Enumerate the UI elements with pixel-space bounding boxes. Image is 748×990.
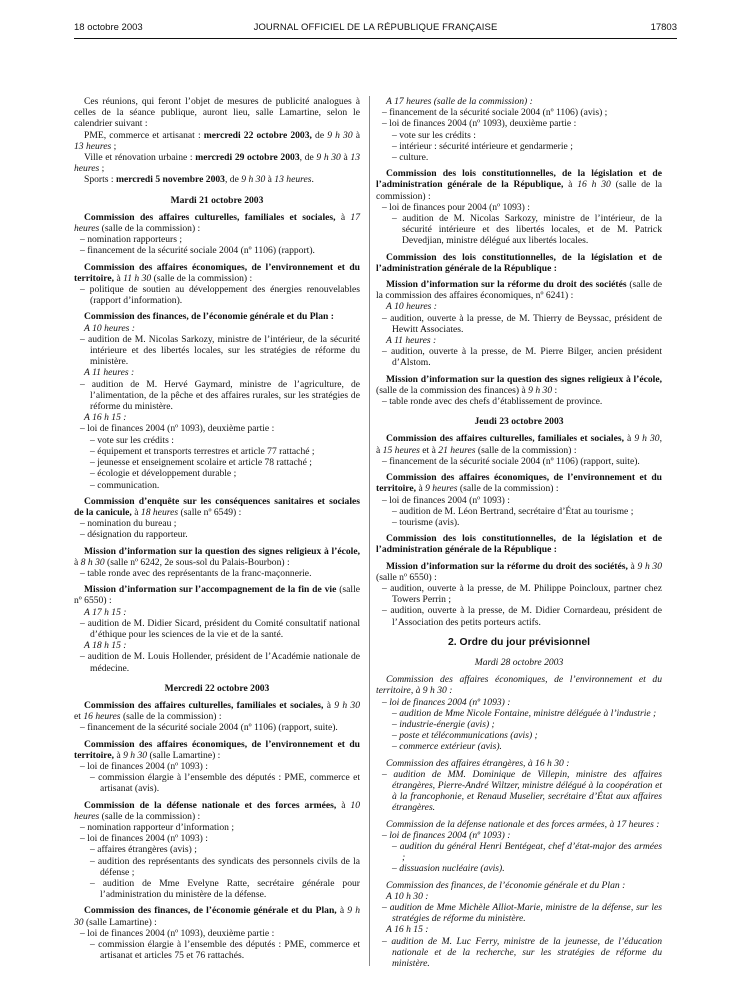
time-slot: A 17 heures (salle de la commission) : bbox=[386, 96, 533, 107]
committee-heading: Mission d’information sur la question des signes religieux à l’école, (salle de la commission des finances) à 9 h 30 : bbox=[376, 373, 662, 396]
mission-heading: Mission d’information sur la réforme du droit des sociétés, à 9 h 30 (salle nº 6550) : bbox=[376, 560, 663, 583]
paragraph: Ces réunions, qui feront l’objet de mesures de publicité analogues à celles de la séance publique, auront lieu, salle Lamartine, selon le calendrier suivant : bbox=[74, 96, 360, 130]
section-heading: 2. Ordre du jour prévisionnel bbox=[447, 636, 591, 648]
agenda-item: – loi de finances 2004 (nº 1093) : bbox=[80, 760, 208, 772]
committee-heading: Commission d’enquête sur les conséquences sanitaires et sociales de la canicule, à 18 heures (salle nº 6549) : bbox=[74, 495, 360, 518]
agenda-item: – politique de soutien au développement des énergies renouvelables (rapport d’information). bbox=[80, 284, 360, 307]
time-slot: A 10 heures : bbox=[386, 301, 437, 313]
agenda-item: – audition, ouverte à la presse, de M. Philippe Poincloux, partner chez Towers Perrin ; bbox=[382, 582, 662, 606]
committee-heading: Commission des affaires culturelles, familiales et sociales, à 9 h 30 et 16 heures (salle de la commission) : bbox=[74, 699, 360, 723]
agenda-item: – loi de finances 2004 (nº 1093), deuxième partie : bbox=[80, 927, 275, 939]
agenda-subitem: – tourisme (avis). bbox=[392, 516, 460, 528]
agenda-subitem: – vote sur les crédits : bbox=[392, 129, 476, 141]
agenda-item: – audition, ouverte à la presse, de M. Thierry de Beyssac, président de Hewitt Associates. bbox=[382, 312, 662, 335]
committee-heading: Commission des lois constitutionnelles, de la législation et de l’administration générale de la République, à 16 h 30 (salle de la commission) : bbox=[376, 168, 663, 202]
agenda-item: – nomination rapporteurs ; bbox=[80, 234, 183, 246]
agenda-item: – audition de M. Hervé Gaymard, ministre de l’agriculture, de l’alimentation, de la pêche et des affaires rurales, sur les stratégies de réforme du ministère. bbox=[80, 378, 360, 413]
agenda-item: – audition de MM. Dominique de Villepin, ministre des affaires étrangères, Pierre-André Wiltzer, ministre délégué à la coopération et à la francophonie, et Renaud Muselier, secrétaire d’État aux affaires étrangères. bbox=[382, 768, 662, 814]
time-slot: A 16 h 15 : bbox=[84, 412, 127, 424]
agenda-item: – financement de la sécurité sociale 2004 (nº 1106) (rapport, suite). bbox=[382, 455, 640, 467]
agenda-item: – loi de finances 2004 (nº 1093) : bbox=[80, 833, 208, 845]
mission-heading: Mission d’information sur la réforme du droit des sociétés (salle de la commission des affaires économiques, nº 6241) : bbox=[376, 279, 662, 302]
agenda-item: – financement de la sécurité sociale 2004 (nº 1106) (rapport, suite). bbox=[80, 722, 338, 734]
time-slot: A 18 h 15 : bbox=[84, 640, 127, 652]
agenda-subitem: – commission élargie à l’ensemble des députés : PME, commerce et artisanat et articles 75 et 76 rattachés. bbox=[90, 939, 360, 962]
committee-heading: Mission d’information sur la question des signes religieux à l’école, à 8 h 30 (salle nº 6242, 2e sous-sol du Palais-Bourbon) : bbox=[74, 545, 360, 568]
agenda-item: – nomination du bureau ; bbox=[80, 518, 177, 530]
committee-heading: Mission d’information sur l’accompagnement de la fin de vie (salle nº 6550) : bbox=[74, 584, 360, 607]
agenda-subitem: – affaires étrangères (avis) ; bbox=[90, 844, 197, 856]
paragraph: Sports : mercredi 5 novembre 2003, de 9 h 30 à 13 heures. bbox=[84, 174, 314, 186]
agenda-subitem: – équipement et transports terrestres et article 77 rattaché ; bbox=[90, 445, 315, 457]
agenda-subitem: – intérieur : sécurité intérieure et gendarmerie ; bbox=[392, 140, 573, 152]
committee-heading: Commission des finances, de l’économie générale et du Plan : bbox=[84, 311, 334, 323]
journal-title: JOURNAL OFFICIEL DE LA RÉPUBLIQUE FRANÇAISE bbox=[253, 22, 498, 33]
agenda-subitem: – audition de Mme Nicole Fontaine, ministre déléguée à l’industrie ; bbox=[392, 707, 657, 719]
agenda-item: – loi de finances 2004 (nº 1093), deuxième partie : bbox=[382, 118, 577, 130]
agenda-item: – table ronde avec des représentants de la franc-maçonnerie. bbox=[80, 567, 312, 579]
page-number: 17803 bbox=[650, 22, 677, 33]
time-slot: A 11 heures : bbox=[386, 335, 437, 347]
agenda-subitem: – culture. bbox=[392, 152, 429, 164]
committee-heading: Commission des affaires économiques, de l’environnement et du territoire, à 9 h 30 (salle Lamartine) : bbox=[74, 738, 360, 761]
time-slot: A 10 h 30 : bbox=[386, 890, 429, 902]
paragraph: PME, commerce et artisanat : mercredi 22 octobre 2003, de 9 h 30 à 13 heures ; bbox=[74, 129, 360, 152]
agenda-subitem: – commerce extérieur (avis). bbox=[392, 741, 502, 753]
committee-heading: Commission de la défense nationale et des forces armées, à 17 heures : bbox=[386, 818, 660, 830]
agenda-item: – loi de finances 2004 (nº 1093) : bbox=[382, 696, 511, 708]
agenda-subitem: – industrie-énergie (avis) ; bbox=[392, 718, 495, 730]
committee-heading: Commission des affaires culturelles, familiales et sociales, à 9 h 30, à 15 heures et à 21 heures (salle de la commission) : bbox=[376, 433, 662, 456]
committee-heading: Commission de la défense nationale et des forces armées, à 10 heures (salle de la commission) : bbox=[74, 799, 361, 822]
time-slot: A 11 heures : bbox=[84, 367, 135, 379]
agenda-subitem: – vote sur les crédits : bbox=[90, 434, 174, 446]
agenda-item: – loi de finances 2004 (nº 1093), deuxième partie : bbox=[80, 423, 275, 435]
committee-heading: Commission des affaires culturelles, familiales et sociales, à 17 heures (salle de la commission) : bbox=[74, 211, 360, 235]
agenda-item: – audition de M. Nicolas Sarkozy, ministre de l’intérieur, de la sécurité intérieure et des libertés locales, sur les stratégies de réforme du ministère. bbox=[80, 333, 360, 368]
agenda-item: – audition de M. Louis Hollender, président de l’Académie nationale de médecine. bbox=[80, 651, 360, 674]
agenda-subitem: – audition des représentants des syndicats des personnels civils de la défense ; bbox=[90, 855, 360, 878]
column-divider bbox=[369, 96, 370, 966]
left-column bbox=[74, 96, 360, 961]
right-column bbox=[376, 96, 662, 969]
agenda-item: – audition de Mme Michèle Alliot-Marie, ministre de la défense, sur les stratégies de réforme du ministère. bbox=[382, 902, 662, 925]
agenda-item: – nomination rapporteur d’information ; bbox=[80, 821, 234, 833]
section-date: Jeudi 23 octobre 2003 bbox=[474, 416, 564, 428]
agenda-item: – financement de la sécurité sociale 2004 (nº 1106) (avis) ; bbox=[382, 107, 608, 119]
agenda-item: – audition, ouverte à la presse, de M. Didier Cornardeau, président de l’Association des petits porteurs actifs. bbox=[382, 605, 662, 628]
committee-heading: Commission des lois constitutionnelles, de la législation et de l’administration générale de la République : bbox=[376, 533, 662, 556]
agenda-item: – loi de finances pour 2004 (nº 1093) : bbox=[382, 201, 530, 213]
agenda-subitem: – poste et télécommunications (avis) ; bbox=[392, 730, 538, 742]
agenda-item: – loi de finances 2004 (nº 1093) : bbox=[382, 829, 511, 841]
agenda-item: – table ronde avec des chefs d’établissement de province. bbox=[382, 396, 603, 408]
header-rule bbox=[74, 38, 677, 39]
agenda-subitem: – audition du général Henri Bentégeat, chef d’état-major des armées ; bbox=[392, 840, 662, 864]
time-slot: A 16 h 15 : bbox=[386, 924, 429, 936]
agenda-item: – audition, ouverte à la presse, de M. Pierre Bilger, ancien président d’Alstom. bbox=[382, 346, 662, 369]
agenda-item: – audition de M. Luc Ferry, ministre de la jeunesse, de l’éducation nationale et de la recherche, sur les stratégies de réforme du ministère. bbox=[382, 935, 662, 970]
committee-heading: Commission des affaires étrangères, à 16 h 30 : bbox=[386, 757, 570, 769]
agenda-subitem: – dissuasion nucléaire (avis). bbox=[392, 863, 505, 875]
agenda-subitem: – audition de Mme Evelyne Ratte, secrétaire générale pour l’administration du ministère de la défense. bbox=[90, 878, 360, 901]
agenda-subitem: – audition de M. Nicolas Sarkozy, ministre de l’intérieur, de la sécurité intérieure et des libertés locales, et de M. Patrick Devedjian, ministre délégué aux libertés locales. bbox=[392, 213, 662, 247]
section-date: Mercredi 22 octobre 2003 bbox=[164, 682, 270, 694]
agenda-item: – désignation du rapporteur. bbox=[80, 529, 188, 541]
agenda-item: – financement de la sécurité sociale 2004 (nº 1106) (rapport). bbox=[80, 245, 315, 257]
agenda-subitem: – jeunesse et enseignement scolaire et article 78 rattaché ; bbox=[90, 457, 312, 469]
time-slot: A 17 h 15 : bbox=[84, 606, 127, 618]
time-slot: A 10 heures : bbox=[84, 322, 135, 334]
agenda-subitem: – écologie et développement durable ; bbox=[90, 468, 237, 480]
committee-heading: Commission des finances, de l’économie générale et du Plan : bbox=[386, 879, 626, 891]
section-date: Mardi 28 octobre 2003 bbox=[474, 656, 564, 668]
header-date: 18 octobre 2003 bbox=[74, 22, 143, 33]
committee-heading: Commission des finances, de l’économie générale et du Plan, à 9 h 30 (salle Lamartine) : bbox=[74, 905, 360, 928]
agenda-subitem: – audition de M. Léon Bertrand, secrétaire d’État au tourisme ; bbox=[392, 505, 634, 517]
committee-heading: Commission des affaires économiques, de l’environnement et du territoire, à 9 h 30 : bbox=[376, 674, 662, 697]
committee-heading: Commission des affaires économiques, de l’environnement et du territoire, à 11 h 30 (salle de la commission) : bbox=[74, 261, 360, 284]
committee-heading: Commission des lois constitutionnelles, de la législation et de l’administration générale de la République : bbox=[376, 251, 662, 274]
paragraph: Ville et rénovation urbaine : mercredi 29 octobre 2003, de 9 h 30 à 13 heures ; bbox=[74, 152, 361, 175]
section-date: Mardi 21 octobre 2003 bbox=[170, 194, 264, 206]
agenda-item: – loi de finances 2004 (nº 1093) : bbox=[382, 494, 510, 506]
agenda-subitem: – commission élargie à l’ensemble des députés : PME, commerce et artisanat (avis). bbox=[90, 772, 360, 795]
agenda-subitem: – communication. bbox=[90, 479, 160, 491]
page-header bbox=[74, 22, 677, 38]
agenda-item: – audition de M. Didier Sicard, président du Comité consultatif national d’éthique pour les sciences de la vie et de la santé. bbox=[80, 617, 360, 640]
committee-heading: Commission des affaires économiques, de l’environnement et du territoire, à 9 heures (salle de la commission) : bbox=[376, 472, 662, 495]
